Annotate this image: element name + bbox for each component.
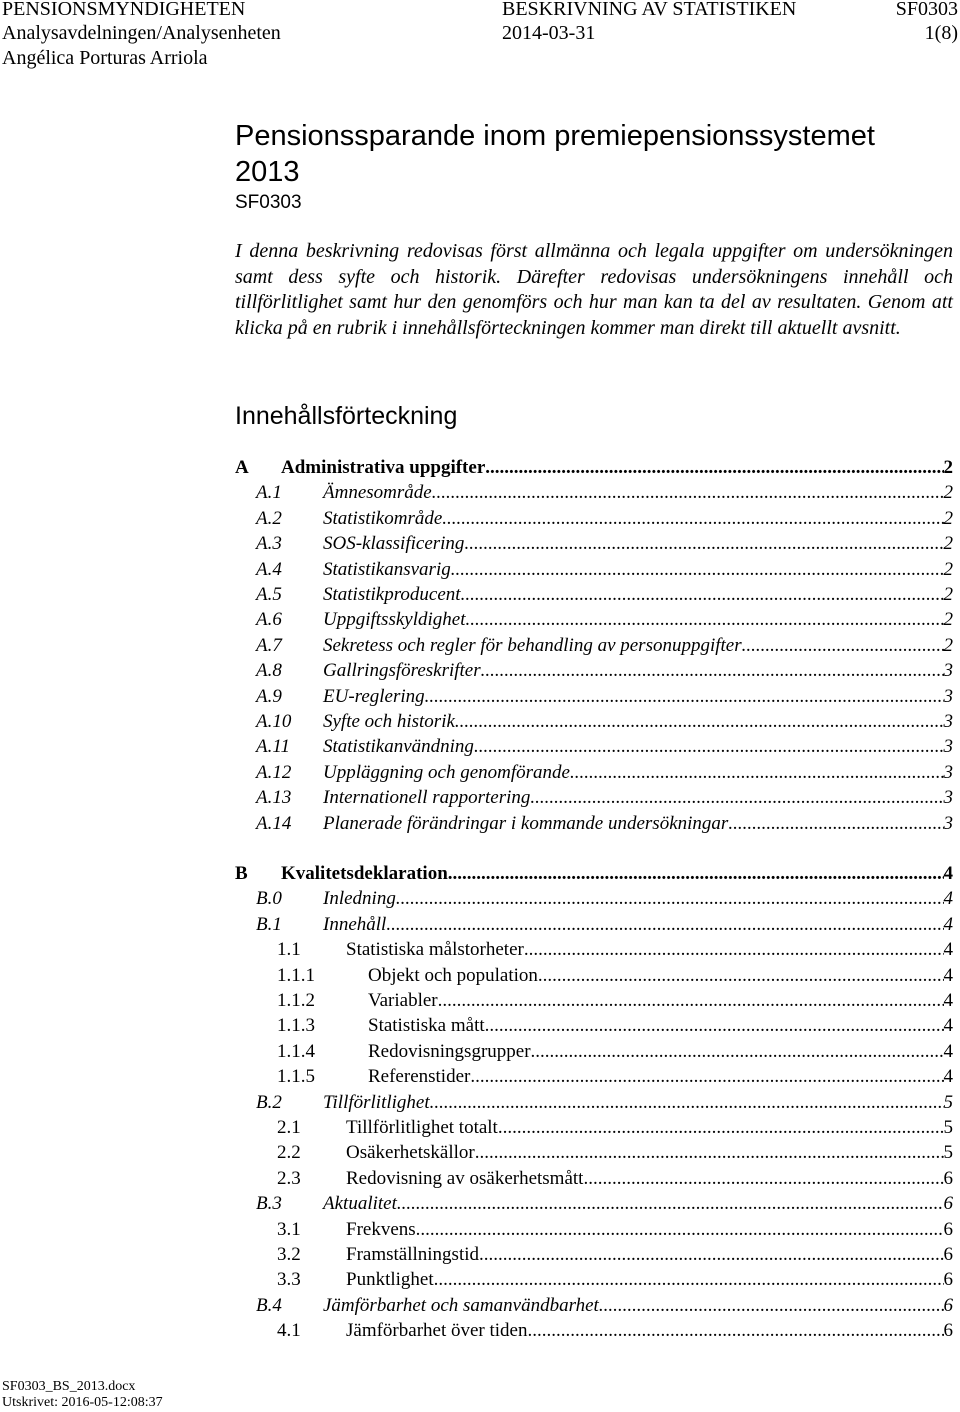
toc-entry-page: 4	[943, 1040, 953, 1062]
toc-entry-page: 3	[943, 761, 953, 783]
toc-entry-title: Syfte och historik	[323, 711, 455, 732]
toc-entry-page: 2	[943, 558, 953, 580]
footer-printed: Utskrivet: 2016-05-12:08:37	[2, 1395, 163, 1410]
document-date: 2014-03-31	[502, 22, 596, 44]
toc-entry-number: A.2	[256, 507, 282, 529]
toc-entry-title: Tillförlitlighet	[323, 1091, 430, 1113]
toc-leader-dots	[448, 861, 944, 886]
toc-entry-title: Uppläggning och genomförande	[323, 761, 570, 783]
toc-entry[interactable]	[256, 886, 953, 911]
toc-entry-number: A.9	[256, 685, 282, 707]
toc-leader-dots	[386, 912, 943, 937]
author: Angélica Porturas Arriola	[2, 47, 208, 69]
toc-entry-number: 3.1	[277, 1218, 301, 1240]
toc-entry-title: Objekt och population	[368, 964, 538, 986]
toc-entry-number: 1.1.5	[277, 1066, 315, 1088]
toc-entry-page: 2	[943, 482, 953, 504]
toc-entry-title: EU-reglering	[323, 685, 425, 707]
footer-filename: SF0303_BS_2013.docx	[2, 1379, 136, 1394]
toc-leader-dots	[465, 607, 943, 632]
toc-entry-number: A.7	[256, 634, 282, 656]
toc-entry-number: 1.1.1	[277, 964, 315, 986]
toc-entry-number: A.3	[256, 533, 282, 555]
toc-entry-title: Aktualitet	[323, 1193, 397, 1215]
toc-entry-number: A.11	[256, 736, 290, 758]
toc-entry[interactable]	[277, 1318, 953, 1343]
toc-entry-page: 4	[943, 913, 953, 935]
toc-entry[interactable]	[256, 582, 953, 607]
toc-entry-title: Innehåll	[323, 913, 387, 935]
toc-entry-number: A.8	[256, 660, 282, 682]
toc-entry-number: 1.1.4	[277, 1040, 315, 1062]
toc-entry-page: 6	[943, 1167, 953, 1189]
toc-entry[interactable]	[256, 912, 953, 937]
toc-entry-number: A.4	[256, 558, 282, 580]
toc-entry-title: Kvalitetsdeklaration	[281, 863, 448, 884]
toc-entry-page: 3	[943, 660, 953, 682]
toc-entry-title: Administrativa uppgifter	[281, 457, 486, 478]
toc-entry[interactable]	[256, 785, 953, 810]
toc-entry-page: 2	[943, 457, 953, 478]
toc-entry[interactable]	[277, 1013, 953, 1038]
toc-entry[interactable]	[235, 455, 953, 480]
toc-heading: Innehållsförteckning	[235, 402, 458, 430]
toc-leader-dots	[464, 531, 943, 556]
toc-leader-dots	[416, 1217, 944, 1242]
toc-entry-title: SOS-klassificering	[323, 533, 465, 555]
toc-entry-title: Internationell rapportering	[323, 787, 531, 809]
toc-entry-number: 3.3	[277, 1269, 301, 1291]
toc-entry-page: 4	[943, 990, 953, 1011]
toc-entry-number: B	[235, 863, 248, 884]
toc-entry[interactable]	[277, 1166, 953, 1191]
toc-entry-title: Punktlighet	[346, 1269, 434, 1291]
toc-entry-number: B.2	[256, 1091, 282, 1113]
toc-entry-number: A	[235, 457, 249, 478]
intro-paragraph: I denna beskrivning redovisas först allmänna och legala uppgifter om undersökningen samt dess syfte och historik. Därefter redovisas undersökningens innehåll och tillförlitlighet samt hur den genomförs och hur man kan ta del av resultaten. Genom att klicka på en rubrik i innehållsförteckningen kommer man direkt till aktuellt avsnitt.	[235, 240, 953, 339]
toc-entry-number: 4.1	[277, 1320, 301, 1342]
toc-leader-dots	[524, 937, 944, 962]
toc-leader-dots	[461, 582, 944, 607]
toc-entry-number: A.12	[256, 761, 292, 783]
toc-entry-page: 6	[943, 1320, 953, 1342]
toc-entry-page: 4	[943, 939, 953, 961]
toc-entry-number: B.0	[256, 888, 282, 910]
toc-entry-title: Variabler	[368, 990, 438, 1011]
toc-entry-number: 1.1	[277, 939, 301, 961]
toc-leader-dots	[485, 1013, 944, 1038]
toc-entry-page: 2	[943, 634, 953, 656]
toc-entry-page: 5	[943, 1142, 953, 1164]
toc-entry-number: 2.2	[277, 1142, 301, 1164]
toc-entry-number: B.4	[256, 1294, 282, 1316]
toc-leader-dots	[742, 633, 944, 658]
toc-leader-dots	[434, 1267, 944, 1292]
toc-entry-title: Redovisning av osäkerhetsmått	[346, 1167, 584, 1189]
toc-entry-title: Uppgiftsskyldighet	[323, 609, 466, 631]
document-code: SF0303	[235, 192, 302, 213]
toc-entry-title: Sekretess och regler för behandling av personuppgifter	[323, 634, 742, 656]
toc-leader-dots	[396, 886, 944, 911]
toc-entry-title: Framställningstid	[346, 1244, 479, 1265]
toc-entry-page: 3	[943, 812, 953, 834]
toc-entry[interactable]	[256, 1090, 953, 1115]
toc-leader-dots	[475, 1140, 944, 1165]
toc-entry-number: B.1	[256, 913, 282, 935]
toc-entry-number: A.10	[256, 711, 292, 732]
toc-entry-page: 2	[943, 584, 953, 605]
toc-entry-page: 2	[943, 533, 953, 555]
toc-entry-page: 6	[943, 1269, 953, 1291]
toc-entry-number: A.1	[256, 482, 282, 504]
toc-entry-page: 4	[943, 1015, 953, 1037]
toc-entry-title: Ämnesområde	[323, 482, 432, 504]
toc-leader-dots	[583, 1166, 943, 1191]
toc-entry-title: Frekvens	[346, 1218, 416, 1240]
toc-entry-number: A.14	[256, 812, 292, 834]
toc-entry[interactable]	[256, 734, 953, 759]
toc-leader-dots	[425, 684, 944, 709]
toc-leader-dots	[530, 785, 943, 810]
toc-entry-title: Statistiska målstorheter	[346, 939, 524, 961]
toc-leader-dots	[455, 709, 944, 734]
toc-entry[interactable]	[256, 811, 953, 836]
toc-entry[interactable]	[256, 760, 953, 785]
toc-entry[interactable]	[256, 709, 953, 734]
toc-entry-page: 3	[943, 787, 953, 809]
toc-entry[interactable]	[277, 1140, 953, 1165]
toc-entry-title: Planerade förändringar i kommande undersökningar	[323, 812, 729, 834]
toc-entry-number: 3.2	[277, 1244, 301, 1265]
toc-entry-page: 6	[943, 1244, 953, 1265]
toc-entry-page: 3	[943, 736, 953, 758]
toc-entry-number: 2.3	[277, 1167, 301, 1189]
toc-entry[interactable]	[277, 1115, 953, 1140]
document-title: Pensionssparande inom premiepensionssystemet 2013	[235, 120, 875, 188]
toc-entry-number: A.13	[256, 787, 292, 809]
toc-leader-dots	[442, 506, 943, 531]
toc-entry-title: Tillförlitlighet totalt	[346, 1117, 498, 1138]
toc-leader-dots	[430, 1090, 944, 1115]
toc-entry-number: A.5	[256, 584, 282, 605]
toc-entry-title: Gallringsföreskrifter	[323, 660, 481, 682]
toc-entry[interactable]	[277, 1242, 953, 1267]
toc-entry-number: A.6	[256, 609, 282, 631]
toc-leader-dots	[451, 557, 944, 582]
toc-entry[interactable]	[256, 633, 953, 658]
toc-leader-dots	[438, 988, 944, 1013]
toc-entry[interactable]	[256, 1293, 953, 1318]
toc-leader-dots	[479, 1242, 944, 1267]
toc-entry-page: 2	[943, 609, 953, 631]
toc-entry-page: 5	[943, 1117, 953, 1138]
toc-entry-title: Redovisningsgrupper	[368, 1040, 531, 1062]
organization-name: PENSIONSMYNDIGHETEN	[2, 0, 246, 20]
toc-entry-page: 4	[943, 964, 953, 986]
toc-entry[interactable]	[277, 937, 953, 962]
toc-entry-page: 2	[943, 507, 953, 529]
toc-leader-dots	[470, 1064, 943, 1089]
toc-entry-page: 4	[943, 888, 953, 910]
toc-leader-dots	[538, 963, 944, 988]
toc-entry[interactable]	[277, 1267, 953, 1292]
toc-entry[interactable]	[277, 1039, 953, 1064]
toc-leader-dots	[570, 760, 944, 785]
toc-entry-page: 6	[943, 1294, 953, 1316]
toc-leader-dots	[481, 658, 944, 683]
toc-entry-number: 2.1	[277, 1117, 301, 1138]
toc-leader-dots	[531, 1039, 944, 1064]
toc-entry[interactable]	[256, 684, 953, 709]
toc-entry[interactable]	[256, 658, 953, 683]
toc-entry-title: Statistikanvändning	[323, 736, 474, 758]
statistic-code: SF0303	[895, 0, 958, 20]
toc-entry-number: 1.1.3	[277, 1015, 315, 1037]
toc-entry-title: Statistiska mått	[368, 1015, 485, 1037]
toc-entry[interactable]	[277, 1064, 953, 1089]
toc-entry-number: 1.1.2	[277, 990, 315, 1011]
toc-entry-title: Referenstider	[368, 1066, 471, 1088]
toc-entry[interactable]	[277, 1217, 953, 1242]
toc-leader-dots	[728, 811, 943, 836]
toc-entry[interactable]	[256, 531, 953, 556]
toc-entry-title: Inledning	[323, 888, 396, 910]
toc-entry-title: Statistikansvarig	[323, 558, 451, 580]
document-type: BESKRIVNING AV STATISTIKEN	[502, 0, 797, 20]
toc-entry[interactable]	[256, 480, 953, 505]
toc-entry-title: Statistikproducent	[323, 584, 461, 605]
toc-entry[interactable]	[277, 963, 953, 988]
toc-entry[interactable]	[277, 988, 953, 1013]
toc-entry[interactable]	[256, 506, 953, 531]
toc-leader-dots	[474, 734, 944, 759]
toc-entry-page: 3	[943, 711, 953, 732]
toc-entry[interactable]	[256, 607, 953, 632]
toc-entry-page: 6	[943, 1218, 953, 1240]
toc-leader-dots	[498, 1115, 944, 1140]
toc-leader-dots	[432, 480, 944, 505]
toc-entry[interactable]	[256, 557, 953, 582]
toc-entry-title: Jämförbarhet över tiden	[346, 1320, 528, 1342]
toc-leader-dots	[485, 455, 943, 480]
page-indicator: 1(8)	[924, 22, 958, 44]
toc-entry-page: 6	[943, 1193, 953, 1215]
toc-leader-dots	[599, 1293, 944, 1318]
toc-entry-title: Jämförbarhet och samanvändbarhet	[323, 1294, 599, 1316]
toc-leader-dots	[397, 1191, 944, 1216]
toc-entry-title: Osäkerhetskällor	[346, 1142, 475, 1164]
toc-leader-dots	[527, 1318, 943, 1343]
department: Analysavdelningen/Analysenheten	[2, 22, 281, 44]
toc-entry-number: B.3	[256, 1193, 282, 1215]
toc-entry-page: 5	[943, 1091, 953, 1113]
toc-entry-page: 4	[943, 863, 953, 884]
toc-entry[interactable]	[256, 1191, 953, 1216]
toc-entry-page: 3	[943, 685, 953, 707]
toc-entry-page: 4	[943, 1066, 953, 1088]
toc-entry[interactable]	[235, 861, 953, 886]
toc-entry-title: Statistikområde	[323, 507, 443, 529]
